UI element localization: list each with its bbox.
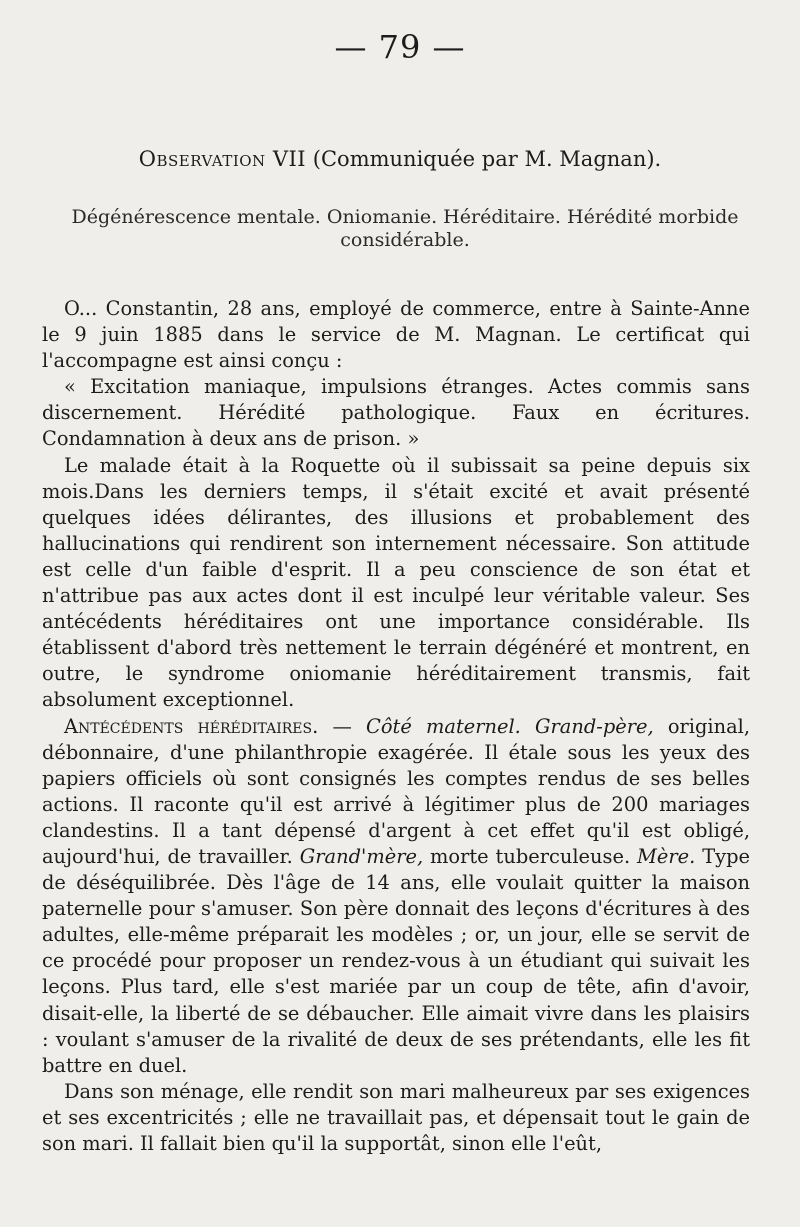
page-number: — 79 — [334, 28, 466, 66]
paragraph-certificate: « Excitation maniaque, impulsions étranges. Actes commis sans discernement. Hérédité pathologique. Faux en écritures. Condamnation à deux ans de prison. » [42, 375, 750, 451]
grand-mere-text: morte tuberculeuse. [423, 844, 638, 868]
antecedents-label: Antécédents héréditaires. [64, 714, 319, 738]
observation-label: Observation VII [138, 147, 307, 171]
paragraph-intro: O... Constantin, 28 ans, employé de commerce, entre à Sainte-Anne le 9 juin 1885 dans le service de M. Magnan. Le certificat qui l'accompagne est ainsi conçu : [42, 297, 750, 373]
mere: Mère. [637, 844, 696, 868]
grand-mere: Grand'mère, [299, 844, 424, 868]
paragraph-antecedents [42, 714, 750, 1079]
observation-source: (Communiquée par M. Magnan). [306, 147, 662, 171]
diagnosis-subtitle: Dégénérescence mentale. Oniomanie. Héréditaire. Hérédité morbide considérable. [71, 206, 739, 251]
observation-heading [0, 147, 800, 171]
mere-text: Type de déséquilibrée. Dès l'âge de 14 ans, elle voulait quitter la maison paternelle pour s'amuser. Son père donnait des leçons d'écritures à des adultes, elle-même préparait les modèles ; or, un jour, elle se servit de ce procédé pour proposer un rendez-vous à un étudiant qui suivait les leçons. Plus tard, elle s'est mariée par un coup de tête, afin d'avoir, disait-elle, la liberté de se débaucher. Elle aimait vivre dans les plaisirs : voulant s'amuser de la rivalité de deux de ses prétendants, elle les fit battre en duel. [42, 844, 750, 1077]
em-dash: — [318, 714, 367, 738]
paragraph-patient-history: Le malade était à la Roquette où il subissait sa peine depuis six mois.Dans les derniers temps, il s'était excité et avait présenté quelques idées délirantes, des illusions et probablement des hallucinations qui rendirent son internement nécessaire. Son attitude est celle d'un faible d'esprit. Il a peu conscience de son état et n'attribue pas aux actes dont il est inculpé leur véritable valeur. Ses antécédents héréditaires ont une importance considérable. Ils établissent d'abord très nettement le terrain dégénéré et montrent, en outre, le syndrome oniomanie héréditairement transmis, fait absolument exceptionnel. [42, 453, 750, 712]
paragraph-household: Dans son ménage, elle rendit son mari malheureux par ses exigences et ses excentricités ; elle ne travaillait pas, et dépensait tout le gain de son mari. Il fallait bien qu'il la supportât, sinon elle l'eût, [42, 1079, 750, 1155]
cote-maternel: Côté maternel. [366, 714, 521, 738]
body-text [42, 296, 750, 1157]
grand-pere-text: original, débonnaire, d'une philanthropie exagérée. Il étale sous les yeux des papiers officiels où sont consignés les comptes rendus de ses belles actions. Il raconte qu'il est arrivé à légitimer plus de 200 mariages clandestins. Il a tant dépensé d'argent à cet effet qu'il est obligé, aujourd'hui, de travailler. [42, 714, 750, 868]
grand-pere: Grand-père, [535, 714, 654, 738]
